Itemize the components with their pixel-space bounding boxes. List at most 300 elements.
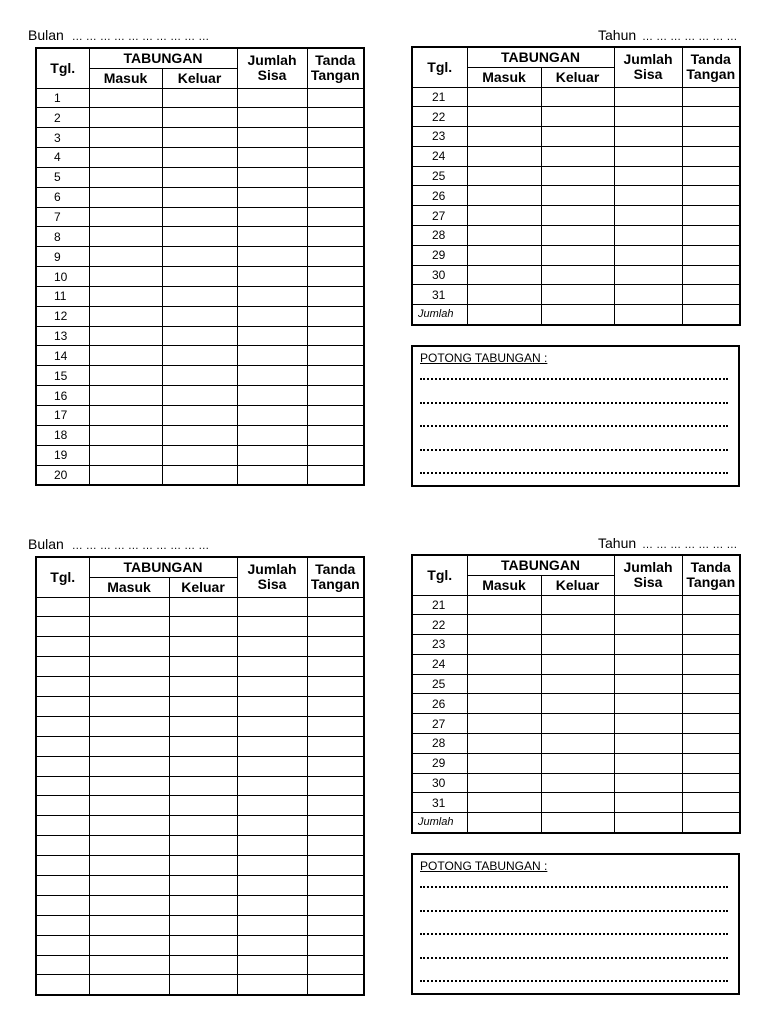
tanda-tangan-cell[interactable]	[307, 326, 364, 346]
masuk-cell[interactable]	[467, 166, 541, 186]
tanda-tangan-cell[interactable]	[682, 635, 740, 655]
dotted-write-line[interactable]	[420, 402, 728, 404]
keluar-cell[interactable]	[541, 285, 614, 305]
tanda-tangan-cell[interactable]	[682, 107, 740, 127]
keluar-cell[interactable]	[541, 206, 614, 226]
masuk-cell[interactable]	[89, 425, 162, 445]
tanda-tangan-cell[interactable]	[307, 895, 364, 915]
tanda-tangan-cell[interactable]	[682, 305, 740, 325]
jumlah-sisa-cell[interactable]	[237, 895, 307, 915]
masuk-cell[interactable]	[89, 306, 162, 326]
masuk-cell[interactable]	[89, 836, 169, 856]
jumlah-sisa-cell[interactable]	[614, 734, 682, 754]
jumlah-sisa-cell[interactable]	[237, 836, 307, 856]
tanda-tangan-cell[interactable]	[682, 285, 740, 305]
keluar-cell[interactable]	[162, 445, 237, 465]
tanda-tangan-cell[interactable]	[307, 227, 364, 247]
tanda-tangan-cell[interactable]	[307, 875, 364, 895]
jumlah-sisa-cell[interactable]	[614, 753, 682, 773]
jumlah-sisa-cell[interactable]	[237, 796, 307, 816]
keluar-cell[interactable]	[169, 975, 237, 995]
keluar-cell[interactable]	[541, 773, 614, 793]
tanda-tangan-cell[interactable]	[682, 694, 740, 714]
jumlah-sisa-cell[interactable]	[237, 108, 307, 128]
jumlah-sisa-cell[interactable]	[237, 445, 307, 465]
tanda-tangan-cell[interactable]	[307, 88, 364, 108]
masuk-cell[interactable]	[89, 736, 169, 756]
masuk-cell[interactable]	[467, 753, 541, 773]
keluar-cell[interactable]	[169, 776, 237, 796]
tanda-tangan-cell[interactable]	[307, 167, 364, 187]
keluar-cell[interactable]	[541, 265, 614, 285]
tanda-tangan-cell[interactable]	[682, 615, 740, 635]
keluar-cell[interactable]	[162, 167, 237, 187]
tanda-tangan-cell[interactable]	[682, 734, 740, 754]
jumlah-sisa-cell[interactable]	[614, 773, 682, 793]
jumlah-sisa-cell[interactable]	[237, 425, 307, 445]
day-number: 30	[412, 265, 467, 285]
day-number: 9	[36, 247, 89, 267]
masuk-cell[interactable]	[89, 207, 162, 227]
jumlah-sisa-cell[interactable]	[614, 226, 682, 246]
jumlah-sisa-cell[interactable]	[237, 465, 307, 485]
table-row	[36, 856, 364, 876]
jumlah-sisa-cell[interactable]	[237, 207, 307, 227]
keluar-cell[interactable]	[162, 306, 237, 326]
keluar-cell[interactable]	[541, 305, 614, 325]
keluar-cell[interactable]	[541, 654, 614, 674]
tanda-tangan-cell[interactable]	[682, 265, 740, 285]
keluar-cell[interactable]	[541, 753, 614, 773]
masuk-cell[interactable]	[467, 146, 541, 166]
tanda-tangan-cell[interactable]	[307, 836, 364, 856]
table-row	[412, 265, 740, 285]
masuk-cell[interactable]	[89, 366, 162, 386]
masuk-cell[interactable]	[89, 816, 169, 836]
masuk-cell[interactable]	[89, 895, 169, 915]
jumlah-sisa-cell[interactable]	[237, 657, 307, 677]
keluar-cell[interactable]	[169, 657, 237, 677]
jumlah-sisa-cell[interactable]	[237, 128, 307, 148]
masuk-cell[interactable]	[89, 267, 162, 287]
tanda-tangan-cell[interactable]	[682, 773, 740, 793]
day-number	[36, 915, 89, 935]
tanda-tangan-cell[interactable]	[307, 736, 364, 756]
keluar-cell[interactable]	[169, 915, 237, 935]
jumlah-sisa-cell[interactable]	[237, 306, 307, 326]
keluar-cell[interactable]	[162, 425, 237, 445]
masuk-cell[interactable]	[89, 696, 169, 716]
masuk-cell[interactable]	[89, 677, 169, 697]
table-row	[36, 796, 364, 816]
masuk-cell[interactable]	[467, 87, 541, 107]
dotted-write-line[interactable]	[420, 472, 728, 474]
table-row	[36, 716, 364, 736]
tanda-tangan-cell[interactable]	[682, 206, 740, 226]
jumlah-sisa-cell[interactable]	[237, 597, 307, 617]
masuk-cell[interactable]	[89, 657, 169, 677]
masuk-cell[interactable]	[89, 128, 162, 148]
table-row	[36, 465, 364, 485]
day-number: 3	[36, 128, 89, 148]
header-keluar: Keluar	[541, 575, 614, 595]
day-number: 4	[36, 148, 89, 168]
jumlah-sisa-cell[interactable]	[614, 245, 682, 265]
jumlah-sisa-cell[interactable]	[237, 716, 307, 736]
keluar-cell[interactable]	[541, 245, 614, 265]
keluar-cell[interactable]	[169, 935, 237, 955]
jumlah-sisa-cell[interactable]	[614, 166, 682, 186]
masuk-cell[interactable]	[467, 127, 541, 147]
masuk-cell[interactable]	[89, 247, 162, 267]
keluar-cell[interactable]	[162, 148, 237, 168]
tanda-tangan-cell[interactable]	[307, 366, 364, 386]
keluar-cell[interactable]	[541, 793, 614, 813]
keluar-cell[interactable]	[169, 856, 237, 876]
jumlah-total-label: Jumlah	[412, 305, 467, 325]
keluar-cell[interactable]	[541, 127, 614, 147]
keluar-cell[interactable]	[541, 595, 614, 615]
masuk-cell[interactable]	[89, 935, 169, 955]
tanda-tangan-cell[interactable]	[307, 108, 364, 128]
jumlah-sisa-cell[interactable]	[237, 386, 307, 406]
masuk-cell[interactable]	[89, 346, 162, 366]
keluar-cell[interactable]	[162, 406, 237, 426]
jumlah-sisa-cell[interactable]	[237, 88, 307, 108]
keluar-cell[interactable]	[169, 836, 237, 856]
keluar-cell[interactable]	[541, 186, 614, 206]
masuk-cell[interactable]	[89, 597, 169, 617]
jumlah-sisa-cell[interactable]	[237, 856, 307, 876]
day-number	[36, 975, 89, 995]
table-row	[36, 445, 364, 465]
keluar-cell[interactable]	[162, 366, 237, 386]
tanda-tangan-cell[interactable]	[307, 696, 364, 716]
keluar-cell[interactable]	[162, 108, 237, 128]
keluar-cell[interactable]	[541, 146, 614, 166]
tanda-tangan-cell[interactable]	[307, 955, 364, 975]
masuk-cell[interactable]	[467, 226, 541, 246]
dotted-write-line[interactable]	[420, 449, 728, 451]
keluar-cell[interactable]	[169, 637, 237, 657]
tanda-tangan-cell[interactable]	[307, 406, 364, 426]
keluar-cell[interactable]	[162, 267, 237, 287]
tanda-tangan-cell[interactable]	[682, 186, 740, 206]
tanda-tangan-cell[interactable]	[682, 146, 740, 166]
jumlah-sisa-cell[interactable]	[237, 286, 307, 306]
table-row	[36, 425, 364, 445]
keluar-cell[interactable]	[162, 207, 237, 227]
masuk-cell[interactable]	[467, 305, 541, 325]
masuk-cell[interactable]	[467, 773, 541, 793]
tanda-tangan-cell[interactable]	[682, 793, 740, 813]
keluar-cell[interactable]	[541, 166, 614, 186]
masuk-cell[interactable]	[89, 227, 162, 247]
masuk-cell[interactable]	[89, 776, 169, 796]
jumlah-sisa-cell[interactable]	[614, 654, 682, 674]
day-number: 30	[412, 773, 467, 793]
keluar-cell[interactable]	[169, 617, 237, 637]
masuk-cell[interactable]	[467, 206, 541, 226]
jumlah-sisa-cell[interactable]	[237, 326, 307, 346]
jumlah-sisa-cell[interactable]	[237, 148, 307, 168]
tanda-tangan-cell[interactable]	[307, 776, 364, 796]
tanda-tangan-cell[interactable]	[307, 716, 364, 736]
jumlah-sisa-cell[interactable]	[614, 615, 682, 635]
keluar-cell[interactable]	[162, 465, 237, 485]
keluar-cell[interactable]	[162, 326, 237, 346]
keluar-cell[interactable]	[169, 597, 237, 617]
masuk-cell[interactable]	[89, 716, 169, 736]
masuk-cell[interactable]	[89, 617, 169, 637]
jumlah-sisa-cell[interactable]	[614, 305, 682, 325]
tanda-tangan-cell[interactable]	[307, 207, 364, 227]
dotted-write-line[interactable]	[420, 957, 728, 959]
keluar-cell[interactable]	[169, 736, 237, 756]
masuk-cell[interactable]	[89, 856, 169, 876]
jumlah-sisa-cell[interactable]	[237, 955, 307, 975]
tanda-tangan-cell[interactable]	[682, 245, 740, 265]
masuk-cell[interactable]	[89, 756, 169, 776]
day-number: 23	[412, 635, 467, 655]
keluar-cell[interactable]	[169, 796, 237, 816]
tanda-tangan-cell[interactable]	[307, 187, 364, 207]
keluar-cell[interactable]	[162, 227, 237, 247]
masuk-cell[interactable]	[89, 286, 162, 306]
keluar-cell[interactable]	[541, 674, 614, 694]
jumlah-sisa-cell[interactable]	[614, 793, 682, 813]
jumlah-text: Jumlah	[247, 52, 297, 69]
keluar-cell[interactable]	[169, 955, 237, 975]
keluar-cell[interactable]	[541, 615, 614, 635]
masuk-cell[interactable]	[467, 793, 541, 813]
jumlah-sisa-cell[interactable]	[237, 167, 307, 187]
keluar-cell[interactable]	[162, 286, 237, 306]
masuk-cell[interactable]	[467, 186, 541, 206]
jumlah-sisa-cell[interactable]	[237, 406, 307, 426]
masuk-cell[interactable]	[467, 714, 541, 734]
jumlah-sisa-cell[interactable]	[614, 714, 682, 734]
jumlah-sisa-cell[interactable]	[614, 127, 682, 147]
tanda-tangan-cell[interactable]	[307, 386, 364, 406]
masuk-cell[interactable]	[89, 465, 162, 485]
masuk-cell[interactable]	[89, 915, 169, 935]
masuk-cell[interactable]	[89, 187, 162, 207]
tanda-tangan-cell[interactable]	[307, 425, 364, 445]
masuk-cell[interactable]	[89, 88, 162, 108]
masuk-cell[interactable]	[89, 975, 169, 995]
masuk-cell[interactable]	[467, 654, 541, 674]
tanda-tangan-cell[interactable]	[307, 267, 364, 287]
masuk-cell[interactable]	[467, 245, 541, 265]
day-number: 26	[412, 186, 467, 206]
dotted-write-line[interactable]	[420, 425, 728, 427]
bulan-label: Bulan	[28, 536, 64, 552]
keluar-cell[interactable]	[541, 107, 614, 127]
jumlah-sisa-cell[interactable]	[237, 187, 307, 207]
jumlah-sisa-cell[interactable]	[614, 595, 682, 615]
tanda-tangan-cell[interactable]	[307, 306, 364, 326]
bulan-label: Bulan	[28, 27, 64, 43]
masuk-cell[interactable]	[467, 107, 541, 127]
jumlah-sisa-cell[interactable]	[237, 776, 307, 796]
jumlah-sisa-cell[interactable]	[614, 206, 682, 226]
keluar-cell[interactable]	[541, 734, 614, 754]
jumlah-sisa-cell[interactable]	[237, 696, 307, 716]
tanda-tangan-cell[interactable]	[682, 595, 740, 615]
bulan-field-1	[28, 27, 209, 43]
masuk-cell[interactable]	[467, 615, 541, 635]
jumlah-sisa-cell[interactable]	[237, 637, 307, 657]
dotted-write-line[interactable]	[420, 886, 728, 888]
masuk-cell[interactable]	[467, 285, 541, 305]
table-row	[36, 386, 364, 406]
tanda-tangan-cell[interactable]	[307, 637, 364, 657]
day-number: 25	[412, 674, 467, 694]
jumlah-sisa-cell[interactable]	[237, 975, 307, 995]
keluar-cell[interactable]	[162, 128, 237, 148]
jumlah-sisa-cell[interactable]	[614, 87, 682, 107]
masuk-cell[interactable]	[467, 734, 541, 754]
tanda-tangan-cell[interactable]	[682, 654, 740, 674]
day-number: 24	[412, 654, 467, 674]
masuk-cell[interactable]	[89, 386, 162, 406]
keluar-cell[interactable]	[162, 187, 237, 207]
jumlah-sisa-cell[interactable]	[237, 736, 307, 756]
dotted-write-line[interactable]	[420, 933, 728, 935]
masuk-cell[interactable]	[467, 694, 541, 714]
masuk-cell[interactable]	[89, 637, 169, 657]
masuk-cell[interactable]	[89, 445, 162, 465]
keluar-cell[interactable]	[169, 875, 237, 895]
tanda-tangan-cell[interactable]	[307, 975, 364, 995]
masuk-cell[interactable]	[467, 635, 541, 655]
jumlah-sisa-cell[interactable]	[237, 346, 307, 366]
keluar-cell[interactable]	[541, 87, 614, 107]
jumlah-sisa-cell[interactable]	[614, 694, 682, 714]
jumlah-sisa-cell[interactable]	[237, 756, 307, 776]
keluar-cell[interactable]	[169, 895, 237, 915]
keluar-cell[interactable]	[541, 694, 614, 714]
keluar-cell[interactable]	[541, 714, 614, 734]
jumlah-sisa-cell[interactable]	[614, 285, 682, 305]
tanda-tangan-cell[interactable]	[682, 166, 740, 186]
jumlah-sisa-cell[interactable]	[614, 674, 682, 694]
table-row	[412, 146, 740, 166]
jumlah-sisa-cell[interactable]	[237, 267, 307, 287]
jumlah-sisa-cell[interactable]	[614, 107, 682, 127]
dotted-write-line[interactable]	[420, 910, 728, 912]
keluar-cell[interactable]	[541, 635, 614, 655]
tanda-tangan-cell[interactable]	[307, 756, 364, 776]
masuk-cell[interactable]	[89, 167, 162, 187]
tanda-tangan-cell[interactable]	[307, 856, 364, 876]
masuk-cell[interactable]	[89, 108, 162, 128]
keluar-cell[interactable]	[541, 813, 614, 833]
masuk-cell[interactable]	[89, 148, 162, 168]
tanda-tangan-cell[interactable]	[307, 915, 364, 935]
tanda-tangan-cell[interactable]	[307, 247, 364, 267]
day-number: 1	[36, 88, 89, 108]
day-number: 26	[412, 694, 467, 714]
tanda-tangan-cell[interactable]	[682, 813, 740, 833]
jumlah-sisa-cell[interactable]	[614, 635, 682, 655]
tanda-tangan-cell[interactable]	[307, 445, 364, 465]
tanda-tangan-cell[interactable]	[307, 128, 364, 148]
tanda-tangan-cell[interactable]	[307, 286, 364, 306]
day-number: 31	[412, 285, 467, 305]
tanda-tangan-cell[interactable]	[307, 465, 364, 485]
keluar-cell[interactable]	[169, 756, 237, 776]
dotted-write-line[interactable]	[420, 980, 728, 982]
tanda-tangan-cell[interactable]	[682, 753, 740, 773]
tahun-label: Tahun	[598, 535, 637, 551]
masuk-cell[interactable]	[467, 674, 541, 694]
jumlah-sisa-cell[interactable]	[614, 265, 682, 285]
keluar-cell[interactable]	[162, 247, 237, 267]
tanda-tangan-cell[interactable]	[307, 796, 364, 816]
keluar-cell[interactable]	[169, 816, 237, 836]
jumlah-sisa-cell[interactable]	[614, 146, 682, 166]
dotted-write-line[interactable]	[420, 378, 728, 380]
tanda-tangan-cell[interactable]	[307, 816, 364, 836]
jumlah-sisa-cell[interactable]	[237, 247, 307, 267]
tanda-tangan-cell[interactable]	[307, 346, 364, 366]
keluar-cell[interactable]	[541, 226, 614, 246]
masuk-cell[interactable]	[467, 265, 541, 285]
masuk-cell[interactable]	[89, 875, 169, 895]
masuk-cell[interactable]	[467, 595, 541, 615]
jumlah-sisa-cell[interactable]	[237, 875, 307, 895]
masuk-cell[interactable]	[89, 955, 169, 975]
jumlah-sisa-cell[interactable]	[237, 677, 307, 697]
masuk-cell[interactable]	[89, 406, 162, 426]
keluar-cell[interactable]	[162, 386, 237, 406]
tanda-tangan-cell[interactable]	[307, 677, 364, 697]
jumlah-sisa-cell[interactable]	[237, 366, 307, 386]
tanda-tangan-cell[interactable]	[307, 657, 364, 677]
masuk-cell[interactable]	[89, 796, 169, 816]
day-number: 22	[412, 615, 467, 635]
table-row	[412, 734, 740, 754]
day-number: 13	[36, 326, 89, 346]
tanda-tangan-cell[interactable]	[307, 597, 364, 617]
keluar-cell[interactable]	[169, 696, 237, 716]
keluar-cell[interactable]	[169, 677, 237, 697]
tanda-tangan-cell[interactable]	[682, 87, 740, 107]
tanda-tangan-cell[interactable]	[682, 127, 740, 147]
jumlah-sisa-cell[interactable]	[237, 935, 307, 955]
jumlah-sisa-cell[interactable]	[237, 816, 307, 836]
tanda-tangan-cell[interactable]	[682, 714, 740, 734]
masuk-cell[interactable]	[89, 326, 162, 346]
tanda-tangan-cell[interactable]	[682, 226, 740, 246]
tanda-tangan-cell[interactable]	[682, 674, 740, 694]
jumlah-sisa-cell[interactable]	[614, 813, 682, 833]
keluar-cell[interactable]	[162, 346, 237, 366]
tanda-tangan-cell[interactable]	[307, 148, 364, 168]
jumlah-sisa-cell[interactable]	[614, 186, 682, 206]
tanda-tangan-cell[interactable]	[307, 935, 364, 955]
keluar-cell[interactable]	[162, 88, 237, 108]
tanda-tangan-cell[interactable]	[307, 617, 364, 637]
keluar-cell[interactable]	[169, 716, 237, 736]
jumlah-sisa-cell[interactable]	[237, 915, 307, 935]
jumlah-sisa-cell[interactable]	[237, 617, 307, 637]
jumlah-sisa-cell[interactable]	[237, 227, 307, 247]
table-row	[36, 756, 364, 776]
masuk-cell[interactable]	[467, 813, 541, 833]
